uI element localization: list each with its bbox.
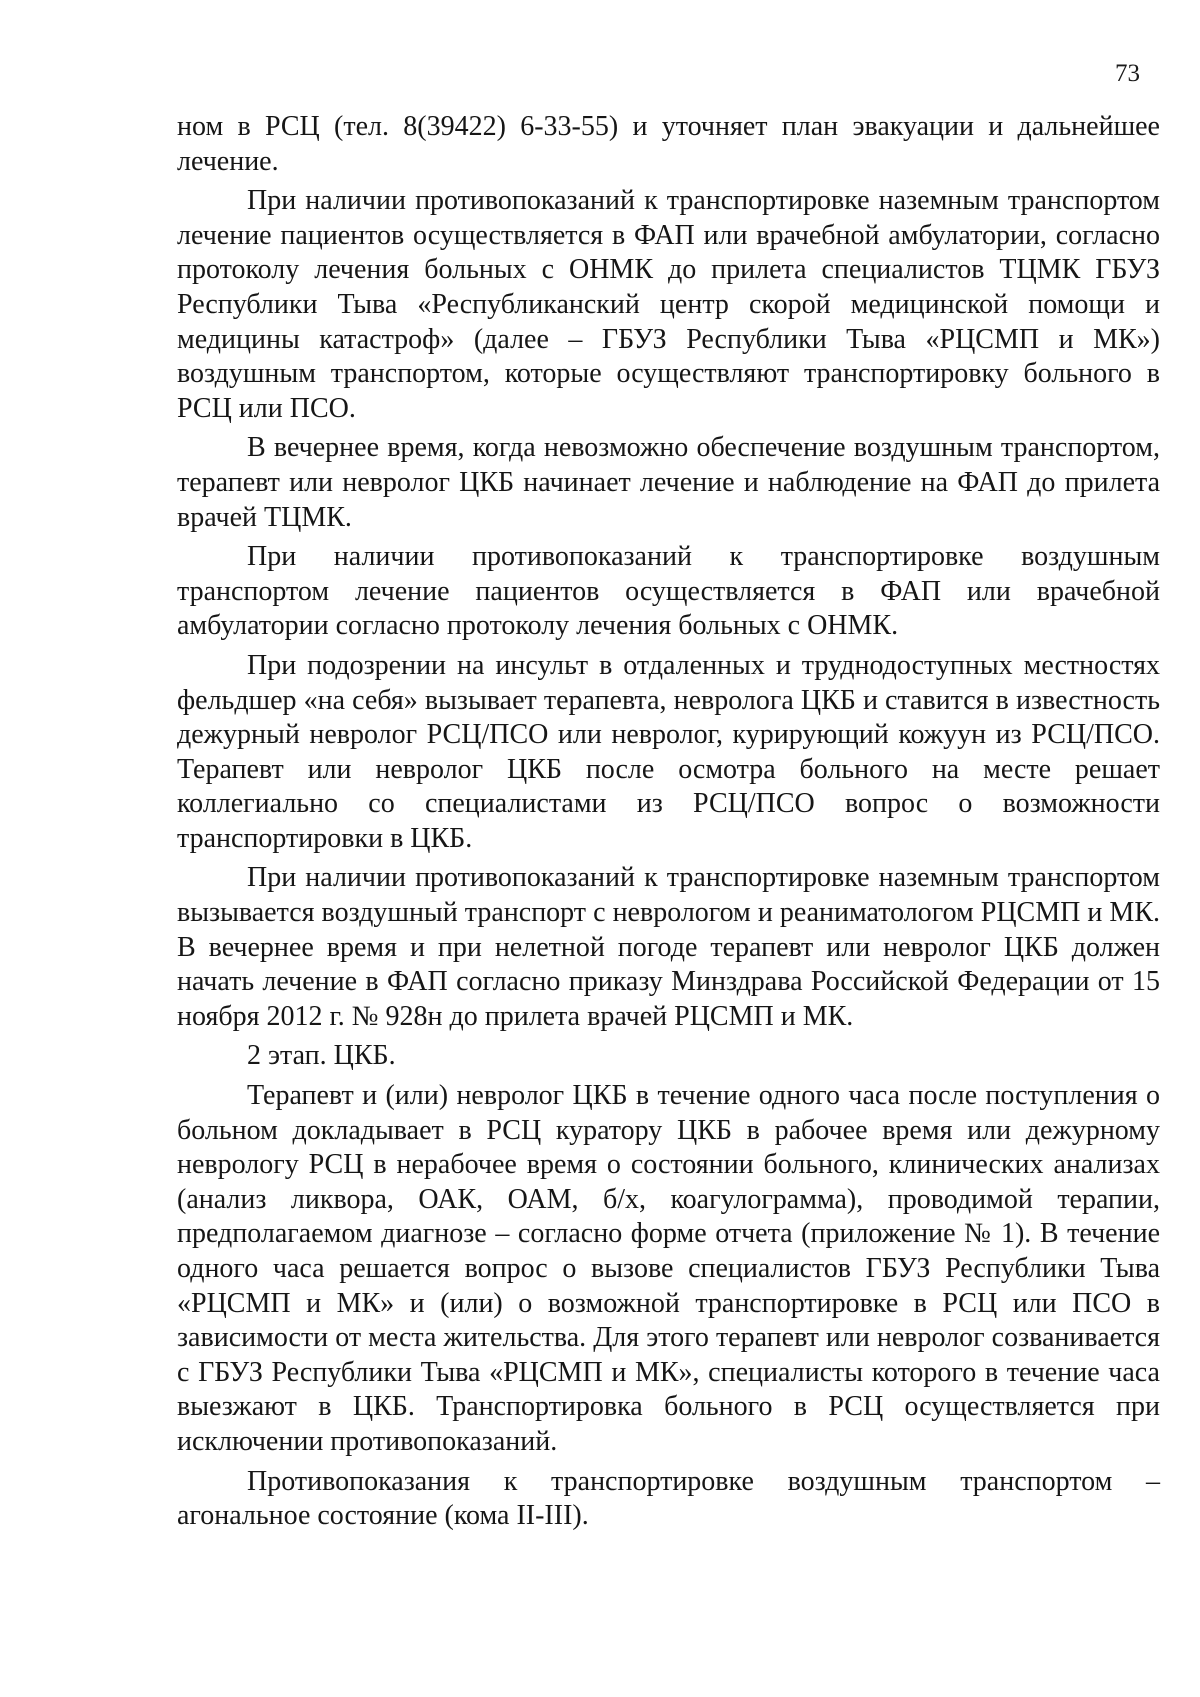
paragraph: При наличии противопоказаний к транспортировке наземным транспортом лечение пациентов осуществляется в ФАП или врачебной амбулатории, согласно протоколу лечения больных с ОНМК до прилета специалистов ТЦМК ГБУЗ Республики Тыва «Республиканский центр скорой медицинской помощи и медицины катастроф» (далее – ГБУЗ Республики Тыва «РЦСМП и МК») воздушным транспортом, которые осуществляют транспортировку больного в РСЦ или ПСО. xyxy=(177,185,1160,424)
paragraph: При наличии противопоказаний к транспортировке наземным транспортом вызывается воздушный транспорт с неврологом и реаниматологом РЦСМП и МК. В вечернее время и при нелетной погоде терапевт или невролог ЦКБ должен начать лечение в ФАП согласно приказу Минздрава Российской Федерации от 15 ноября 2012 г. № 928н до прилета врачей РЦСМП и МК. xyxy=(177,862,1160,1032)
paragraph: ном в РСЦ (тел. 8(39422) 6-33-55) и уточняет план эвакуации и дальнейшее лечение. xyxy=(177,111,1160,177)
paragraph: Противопоказания к транспортировке воздушным транспортом – агональное состояние (кома II-III). xyxy=(177,1465,1160,1532)
paragraph: Терапевт и (или) невролог ЦКБ в течение одного часа после поступления о больном докладывает в РСЦ куратору ЦКБ в рабочее время или дежурному неврологу РСЦ в нерабочее время о состоянии больного, клинических анализах (анализ ликвора, ОАК, ОАМ, б/х, коагулограмма), проводимой терапии, предполагаемом диагнозе – согласно форме отчета (приложение № 1). В течение одного часа решается вопрос о вызове специалистов ГБУЗ Республики Тыва «РЦСМП и МК» и (или) о возможной транспортировке в РСЦ или ПСО в зависимости от места жительства. Для этого терапевт или невролог созванивается с ГБУЗ Республики Тыва «РЦСМП и МК», специалисты которого в течение часа выезжают в ЦКБ. Транспортировка больного в РСЦ осуществляется при исключении противопоказаний. xyxy=(177,1080,1160,1457)
document-body xyxy=(177,110,1160,1539)
page-number: 73 xyxy=(1115,60,1140,87)
section-heading: 2 этап. ЦКБ. xyxy=(247,1040,396,1072)
paragraph: При наличии противопоказаний к транспортировке воздушным транспортом лечение пациентов осуществляется в ФАП или врачебной амбулатории согласно протоколу лечения больных с ОНМК. xyxy=(177,541,1160,642)
paragraph: При подозрении на инсульт в отдаленных и труднодоступных местностях фельдшер «на себя» вызывает терапевта, невролога ЦКБ и ставится в известность дежурный невролог РСЦ/ПСО или невролог, курирующий кожуун из РСЦ/ПСО. Терапевт или невролог ЦКБ после осмотра больного на месте решает коллегиально со специалистами из РСЦ/ПСО вопрос о возможности транспортировки в ЦКБ. xyxy=(177,649,1160,854)
paragraph: В вечернее время, когда невозможно обеспечение воздушным транспортом, терапевт или невролог ЦКБ начинает лечение и наблюдение на ФАП до прилета врачей ТЦМК. xyxy=(177,432,1160,533)
